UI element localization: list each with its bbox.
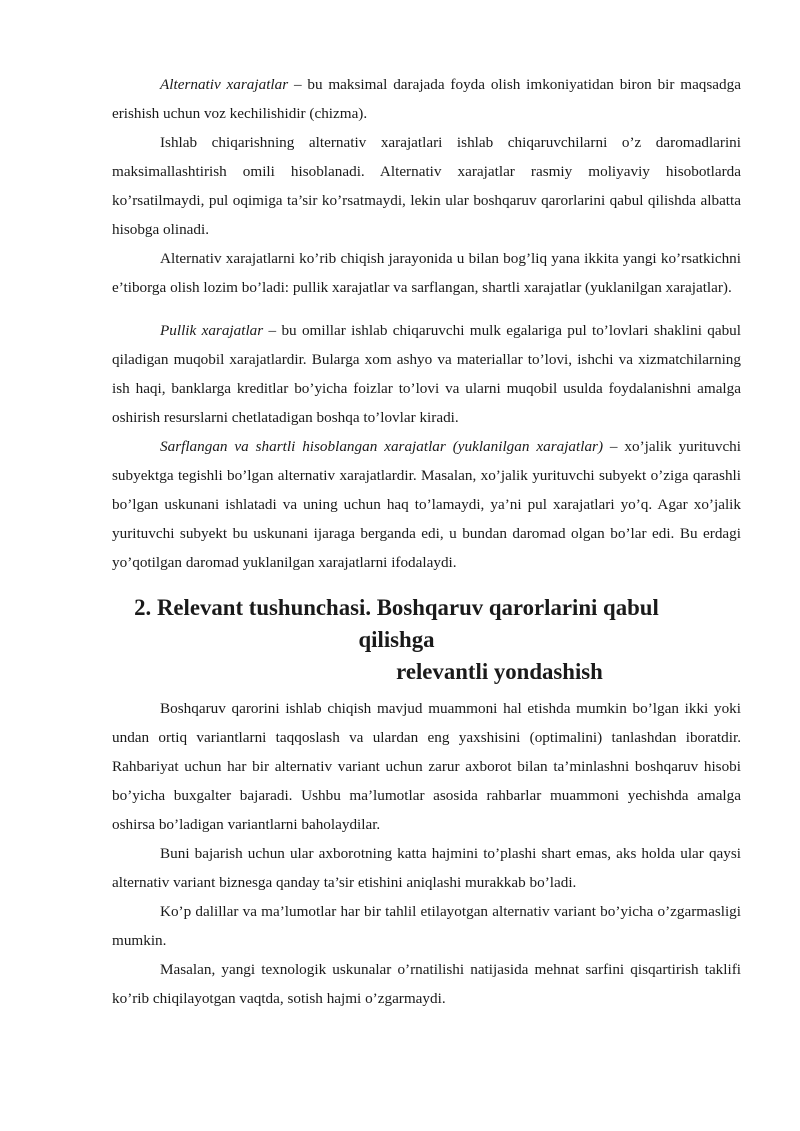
paragraph-decision-making: [112, 694, 741, 839]
paragraph-text: Ishlab chiqarishning alternativ xarajatlari ishlab chiqaruvchilarni o’z daromadlarini maksimallashtirish omili hisoblanadi. Alternativ xarajatlar rasmiy moliyaviy hisobotlarda ko’rsatilmaydi, pul oqimiga ta’sir ko’rsatmaydi, lekin ular boshqaruv qarorlarini qabul qilishda albatta hisobga olinadi.: [112, 134, 741, 238]
section-heading-line-2: relevantli yondashish: [396, 659, 603, 684]
term-imputed-costs: Sarflangan va shartli hisoblangan xarajatlar (yuklanilgan xarajatlar): [160, 438, 604, 455]
paragraph-information-volume: [112, 839, 741, 897]
paragraph-text: – bu omillar ishlab chiqaruvchi mulk egalariga pul to’lovlari shaklini qabul qiladigan muqobil xarajatlardir. Bularga xom ashyo va materiallar to’lovi, ishchi va xizmatchilarning ish haqi, banklarga kreditlar bo’yicha foizlar to’lovi va ularni muqobil usulda foydalanishni amalga oshirish resurslarni chetlatadigan boshqa to’lovlar kiradi.: [112, 322, 741, 426]
paragraph-paid-costs: [112, 316, 741, 432]
term-paid-costs: Pullik xarajatlar: [160, 322, 264, 339]
section-heading: [112, 592, 741, 688]
paragraph-imputed-costs: [112, 432, 741, 577]
paragraph-text: Boshqaruv qarorini ishlab chiqish mavjud muammoni hal etishda mumkin bo’lgan ikki yoki undan ortiq variantlarni taqqoslash va ulardan eng yaxshisini (optimalini) tanlashdan iboratdir. Rahbariyat uchun har bir alternativ variant uchun zarur axborot bilan ta’minlashni boshqaruv hisobi bo’yicha buxgalter bajaradi. Ushbu ma’lumotlar asosida rahbarlar muammoni yechishda amalga oshirsa bo’ladigan variantlarni baholaydilar.: [112, 700, 741, 833]
section-heading-line-1: 2. Relevant tushunchasi. Boshqaruv qarorlarini qabul qilishga: [134, 595, 659, 652]
paragraph-text: Buni bajarish uchun ular axborotning katta hajmini to’plashi shart emas, aks holda ular qaysi alternativ variant biznesga qanday ta’sir etishini aniqlashi murakkab bo’ladi.: [112, 845, 741, 891]
paragraph-text: – bu maksimal darajada foyda olish imkoniyatidan biron bir maqsadga erishish uchun voz kechilishidir (chizma).: [112, 76, 741, 122]
paragraph-alternative-costs: [112, 70, 741, 128]
paragraph-text: Ko’p dalillar va ma’lumotlar har bir tahlil etilayotgan alternativ variant bo’yicha o’zgarmasligi mumkin.: [112, 903, 741, 949]
paragraph-production-alternative-costs: [112, 128, 741, 244]
paragraph-text: Alternativ xarajatlarni ko’rib chiqish jarayonida u bilan bog’liq yana ikkita yangi ko’rsatkichni e’tiborga olish lozim bo’ladi: pullik xarajatlar va sarflangan, shartli xarajatlar (yuklanilgan xarajatlar).: [112, 250, 741, 296]
paragraph-unchanged-data: [112, 897, 741, 955]
paragraph-text: Masalan, yangi texnologik uskunalar o’rnatilishi natijasida mehnat sarfini qisqartirish taklifi ko’rib chiqilayotgan vaqtda, sotish hajmi o’zgarmaydi.: [112, 961, 741, 1007]
paragraph-example: [112, 955, 741, 1013]
document-page: [112, 70, 741, 1013]
paragraph-new-indicators: [112, 244, 741, 302]
term-alternative-costs: Alternativ xarajatlar: [160, 76, 289, 93]
paragraph-text: – xo’jalik yurituvchi subyektga tegishli bo’lgan alternativ xarajatlardir. Masalan, xo’jalik yurituvchi subyekt o’ziga qarashli bo’lgan uskunani ishlatadi va uning uchun haq to’lamaydi, ya’ni pul xarajatlari yo’q. Agar xo’jalik yurituvchi subyekt bu uskunani ijaraga berganda edi, u bundan daromad olgan bo’lar edi. Bu erdagi yo’qotilgan daromad yuklanilgan xarajatlarni ifodalaydi.: [112, 438, 741, 571]
